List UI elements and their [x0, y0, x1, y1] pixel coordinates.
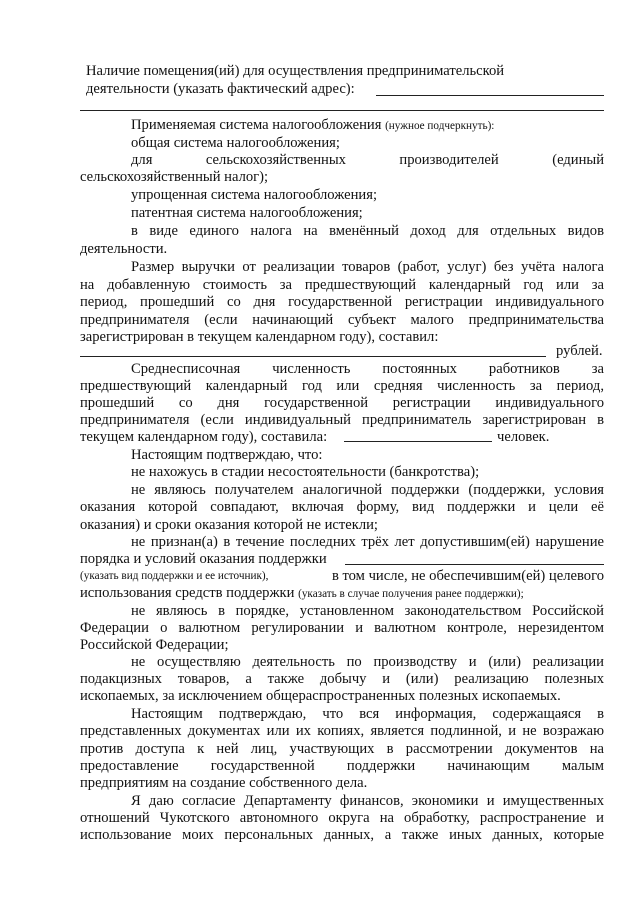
premises-line-1: Наличие помещения(ий) для осуществления предпринимательской	[86, 63, 505, 79]
consent-line-1: Я даю согласие Департаменту финансов, экономики и имущественных	[131, 793, 604, 809]
confirm-excise-line-3: ископаемых, за исключением общераспространенных полезных ископаемых.	[80, 688, 561, 704]
confirm-intro: Настоящим подтверждаю, что:	[131, 447, 323, 463]
confirm-excise-line-2: подакцизных товаров, а также добычу и (или) реализацию полезных	[80, 671, 604, 687]
address-input-line-2[interactable]	[80, 110, 604, 111]
consent-line-3: использование моих персональных данных, а также иных данных, которые	[80, 827, 604, 843]
confirm-currency-line-1: не являюсь в порядке, установленном законодательством Российской	[131, 603, 604, 619]
revenue-unit: рублей.	[556, 343, 603, 359]
confirm-violation-line-1: не признан(а) в течение последних трёх лет допустившим(ей) нарушение	[131, 534, 604, 550]
employees-unit: человек.	[497, 429, 550, 445]
revenue-line-4: предпринимателя (если начинающий субъект малого предпринимательства	[80, 312, 604, 328]
support-type-hint: (указать вид поддержки и ее источник),	[80, 570, 269, 582]
tax-option-agri-line-2[interactable]: сельскохозяйственный налог);	[80, 169, 269, 185]
support-usage-hint: (указать в случае получения ранее поддержки);	[298, 588, 524, 600]
revenue-line-2: на добавленную стоимость за предшествующий календарный год или за	[80, 277, 604, 293]
tax-option-imputed-line-2[interactable]: деятельности.	[80, 241, 168, 257]
confirm-violation-line-2: порядка и условий оказания поддержки	[80, 551, 327, 567]
consent-line-2: отношений Чукотского автономного округа на обработку, распространение и	[80, 810, 604, 826]
authenticity-line-1: Настоящим подтверждаю, что вся информация, содержащаяся в	[131, 706, 604, 722]
confirm-bankruptcy: не нахожусь в стадии несостоятельности (банкротства);	[131, 464, 480, 480]
employees-line-1: Среднесписочная численность постоянных работников за	[131, 361, 604, 377]
employees-line-2: предшествующий календарный год или средняя численность за период,	[80, 378, 604, 394]
tax-option-general[interactable]: общая система налогообложения;	[131, 135, 340, 151]
confirm-support-line-2: оказания которой совпадают, включая форму, вид поддержки и цели её	[80, 499, 604, 515]
address-input-line[interactable]	[376, 95, 604, 96]
confirm-violation-line-4: использования средств поддержки (указать в случае получения ранее поддержки);	[80, 585, 524, 601]
employees-line-3: прошедший со дня государственной регистрации индивидуального	[80, 395, 604, 411]
authenticity-line-3: против доступа к ней лиц, участвующих в рассмотрении документов на	[80, 741, 604, 757]
tax-option-patent[interactable]: патентная система налогообложения;	[131, 205, 363, 221]
tax-option-agri-line-1[interactable]: для сельскохозяйственных производителей (единый	[131, 152, 605, 168]
tax-system-heading	[131, 116, 494, 134]
premises-line-2: деятельности (указать фактический адрес):	[86, 81, 355, 97]
confirm-violation-line-3: (указать вид поддержки и ее источник), в том числе, не обеспечившим(ей) целевого	[80, 568, 604, 584]
employees-line-4: предпринимателя (если индивидуальный предприниматель зарегистрирован в	[80, 412, 604, 428]
confirm-currency-line-2: Федерации о валютном регулировании и валютном контроле, нерезидентом	[80, 620, 604, 636]
tax-system-label: Применяемая система налогообложения	[131, 117, 382, 133]
confirm-currency-line-3: Российской Федерации;	[80, 637, 229, 653]
support-type-input-line[interactable]	[345, 564, 604, 565]
revenue-line-5: зарегистрирован в текущем календарном году), составил:	[80, 329, 439, 345]
confirm-excise-line-1: не осуществляю деятельность по производству и (или) реализации	[131, 654, 604, 670]
tax-option-imputed-line-1[interactable]: в виде единого налога на вменённый доход для отдельных видов	[131, 223, 604, 239]
authenticity-line-2: представленных документах или их копиях, является подлинной, и не возражаю	[80, 723, 604, 739]
employees-input-line[interactable]	[344, 441, 492, 442]
revenue-input-line[interactable]	[80, 356, 546, 357]
authenticity-line-4: предоставление государственной поддержки начинающим малым	[80, 758, 604, 774]
revenue-line-1: Размер выручки от реализации товаров (работ, услуг) без учёта налога	[131, 259, 604, 275]
tax-option-simplified[interactable]: упрощенная система налогообложения;	[131, 187, 377, 203]
tax-system-hint: (нужное подчеркнуть):	[385, 120, 495, 132]
employees-line-5: текущем календарном году), составила:	[80, 429, 328, 445]
confirm-support-line-3: оказания) и сроки оказания которой не истекли;	[80, 517, 378, 533]
revenue-line-3: период, прошедший со дня государственной регистрации индивидуального	[80, 294, 604, 310]
authenticity-line-5: предприятиям на создание собственного дела.	[80, 775, 368, 791]
confirm-support-line-1: не являюсь получателем аналогичной поддержки (поддержки, условия	[131, 482, 604, 498]
